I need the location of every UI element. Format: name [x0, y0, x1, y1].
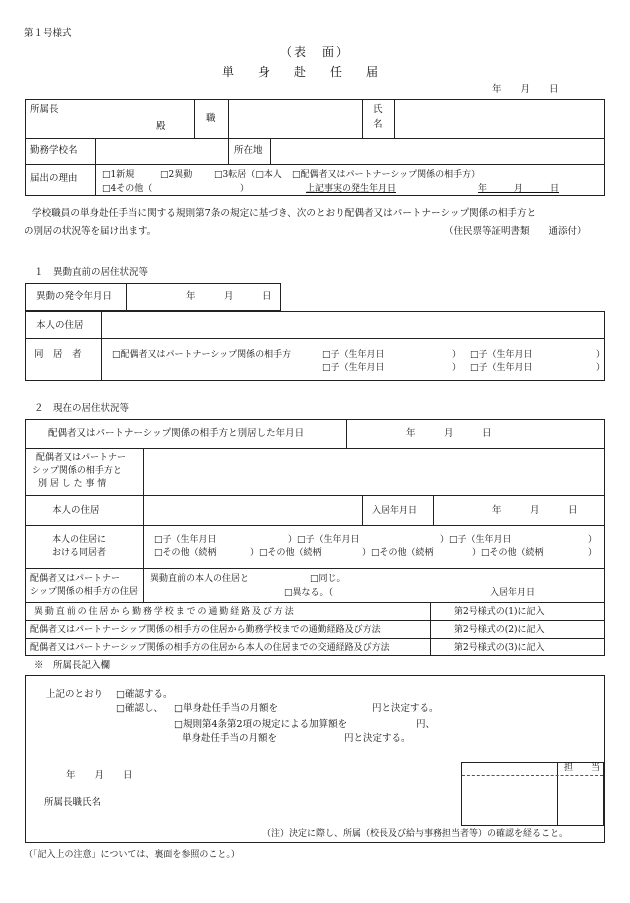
school-field[interactable]: [97, 140, 226, 162]
prior-spouse-checkbox[interactable]: □配偶者又はパートナーシップ関係の相手方: [112, 350, 292, 360]
route3-ref: 第2号様式の(3)に記入: [454, 643, 545, 653]
position-field[interactable]: [230, 101, 360, 136]
movein-date-field[interactable]: 年 月 日: [492, 505, 578, 516]
prior-residence-field[interactable]: [103, 313, 603, 336]
confirm-line-prefix: 上記のとおり: [46, 689, 104, 700]
prior-child2-checkbox[interactable]: □子（生年月日: [470, 350, 533, 360]
confirm-checkbox[interactable]: □確認する。: [116, 689, 173, 700]
addition-checkbox[interactable]: □規則第4条第2項の規定による加算額を: [174, 719, 348, 730]
order-date-field[interactable]: 年 月 日: [186, 291, 272, 302]
intro-line-2: の別居の状況等を届け出ます。: [24, 226, 157, 237]
spouse-different-checkbox[interactable]: □異なる。（: [284, 588, 334, 598]
current-residence-label: 本人の住居: [52, 505, 100, 516]
route2-label: 配偶者又はパートナーシップ関係の相手方の住居から勤務学校までの通勤経路及び方法: [30, 625, 381, 635]
reason-label: 届出の理由: [30, 173, 78, 184]
attachment-note: （住民票等証明書類 通添付）: [444, 226, 587, 237]
prior-child4-close: ）: [596, 363, 606, 373]
current-other-close: ）: [588, 548, 598, 558]
spouse-movein-label: 入居年月日: [490, 588, 536, 598]
current-child-a-checkbox[interactable]: □子（生年月日: [154, 535, 217, 545]
route1-ref: 第2号様式の(1)に記入: [454, 607, 545, 617]
separation-reason-field[interactable]: [145, 450, 603, 493]
reason-other-checkbox[interactable]: □4その他（: [102, 184, 153, 194]
prior-child4-checkbox[interactable]: □子（生年月日: [470, 363, 533, 373]
occurrence-date-label: 上記事実の発生年月日: [306, 184, 397, 194]
monthly-decide-text: 円と決定する。: [344, 733, 411, 744]
separation-reason-label-3: 別 居 し た 事 情: [38, 479, 107, 489]
prior-child3-checkbox[interactable]: □子（生年月日: [322, 363, 385, 373]
intro-line-1: 学校職員の単身赴任手当に関する規則第7条の規定に基づき、次のとおり配偶者又はパートナーシップ関係の相手方と: [32, 208, 537, 219]
school-label: 勤務学校名: [30, 145, 78, 156]
current-cohab-label-1: 本人の住居に: [52, 535, 107, 545]
route2-ref: 第2号様式の(2)に記入: [454, 625, 545, 635]
monthly-amount-label: 単身赴任手当の月額を: [182, 733, 278, 744]
current-child-close: ）: [588, 535, 598, 545]
current-other-a-checkbox[interactable]: □その他（続柄: [154, 548, 217, 558]
prior-child3-close: ）: [452, 363, 462, 373]
name-label-1: 氏: [373, 104, 383, 115]
confirm-and-checkbox[interactable]: □確認し、: [116, 703, 163, 714]
current-child-b-checkbox[interactable]: ）□子（生年月日: [288, 535, 360, 545]
reason-move-checkbox[interactable]: □3転居（□本人: [214, 170, 282, 180]
date-header: 年 月 日: [492, 84, 559, 95]
order-date-label: 異動の発令年月日: [36, 291, 113, 302]
prior-cohabitant-label: 同 居 者: [34, 349, 82, 360]
separation-reason-label-2: シップ関係の相手方と: [32, 466, 122, 476]
current-other-c-checkbox[interactable]: ）□その他（続柄: [362, 548, 434, 558]
reason-spouse-checkbox[interactable]: □配偶者又はパートナーシップ関係の相手方）: [292, 170, 481, 180]
route3-label: 配偶者又はパートナーシップ関係の相手方の住居から本人の住居までの交通経路及び方法: [30, 643, 390, 653]
current-child-c-checkbox[interactable]: ）□子（生年月日: [440, 535, 512, 545]
title-side: （表 面）: [280, 45, 351, 59]
spouse-residence-question: 異動直前の本人の住居と: [150, 574, 250, 584]
current-other-b-checkbox[interactable]: ）□その他（続柄: [250, 548, 322, 558]
separation-date-field[interactable]: 年 月 日: [406, 428, 492, 439]
position-label: 職: [206, 113, 216, 124]
dono-label: 殿: [156, 121, 166, 132]
form-number: 第１号様式: [24, 28, 72, 39]
charge-label: 担 当: [564, 763, 601, 773]
prior-child1-close: ）: [452, 350, 462, 360]
separation-date-label: 配偶者又はパートナーシップ関係の相手方と別居した年月日: [48, 428, 305, 439]
occurrence-date-field[interactable]: 年 月 日: [478, 184, 560, 194]
charge-stamp-area[interactable]: [559, 777, 603, 824]
principal-name-label: 所属長職氏名: [44, 797, 102, 808]
separation-reason-label-1: 配偶者又はパートナー: [36, 453, 127, 463]
movein-label: 入居年月日: [372, 506, 418, 516]
address-label: 所在地: [234, 145, 263, 156]
name-label-2: 名: [373, 119, 383, 130]
spouse-residence-label-2: シップ関係の相手方の住居: [30, 587, 138, 597]
name-field[interactable]: [396, 101, 602, 136]
principal-stamp-area[interactable]: [463, 777, 556, 824]
current-residence-field[interactable]: [145, 497, 360, 523]
addition-yen: 円、: [416, 719, 436, 730]
footer-note: （「記入上の注意」については、裏面を参照のこと。）: [24, 850, 240, 860]
section2-heading: ２ 現在の居住状況等: [34, 403, 130, 414]
prior-residence-label: 本人の住居: [36, 320, 84, 331]
address-field[interactable]: [272, 140, 602, 162]
spouse-residence-label-1: 配偶者又はパートナー: [30, 574, 121, 584]
principal-section-heading: ※ 所属長記入欄: [34, 660, 111, 671]
prior-child1-checkbox[interactable]: □子（生年月日: [322, 350, 385, 360]
current-cohab-label-2: おける同居者: [52, 548, 107, 558]
current-other-d-checkbox[interactable]: ）□その他（続柄: [472, 548, 544, 558]
principal-label: 所属長: [30, 104, 59, 115]
allowance-decide-text: 円と決定する。: [372, 703, 439, 714]
allowance-checkbox[interactable]: □単身赴任手当の月額を: [174, 703, 278, 714]
reason-transfer-checkbox[interactable]: □2異動: [160, 170, 193, 180]
reason-other-close: ）: [240, 184, 250, 194]
route1-label: 異動直前の住居から勤務学校までの通勤経路及び方法: [34, 607, 296, 617]
principal-date[interactable]: 年 月 日: [66, 770, 133, 781]
prior-child2-close: ）: [596, 350, 606, 360]
reason-new-checkbox[interactable]: □1新規: [102, 170, 135, 180]
page-title: 単身赴任届: [222, 65, 403, 79]
section1-heading: １ 異動直前の居住状況等: [34, 267, 149, 278]
spouse-same-checkbox[interactable]: □同じ。: [310, 574, 346, 584]
principal-note: （注）決定に際し、所属（校長及び給与事務担当者等）の確認を経ること。: [262, 829, 569, 839]
